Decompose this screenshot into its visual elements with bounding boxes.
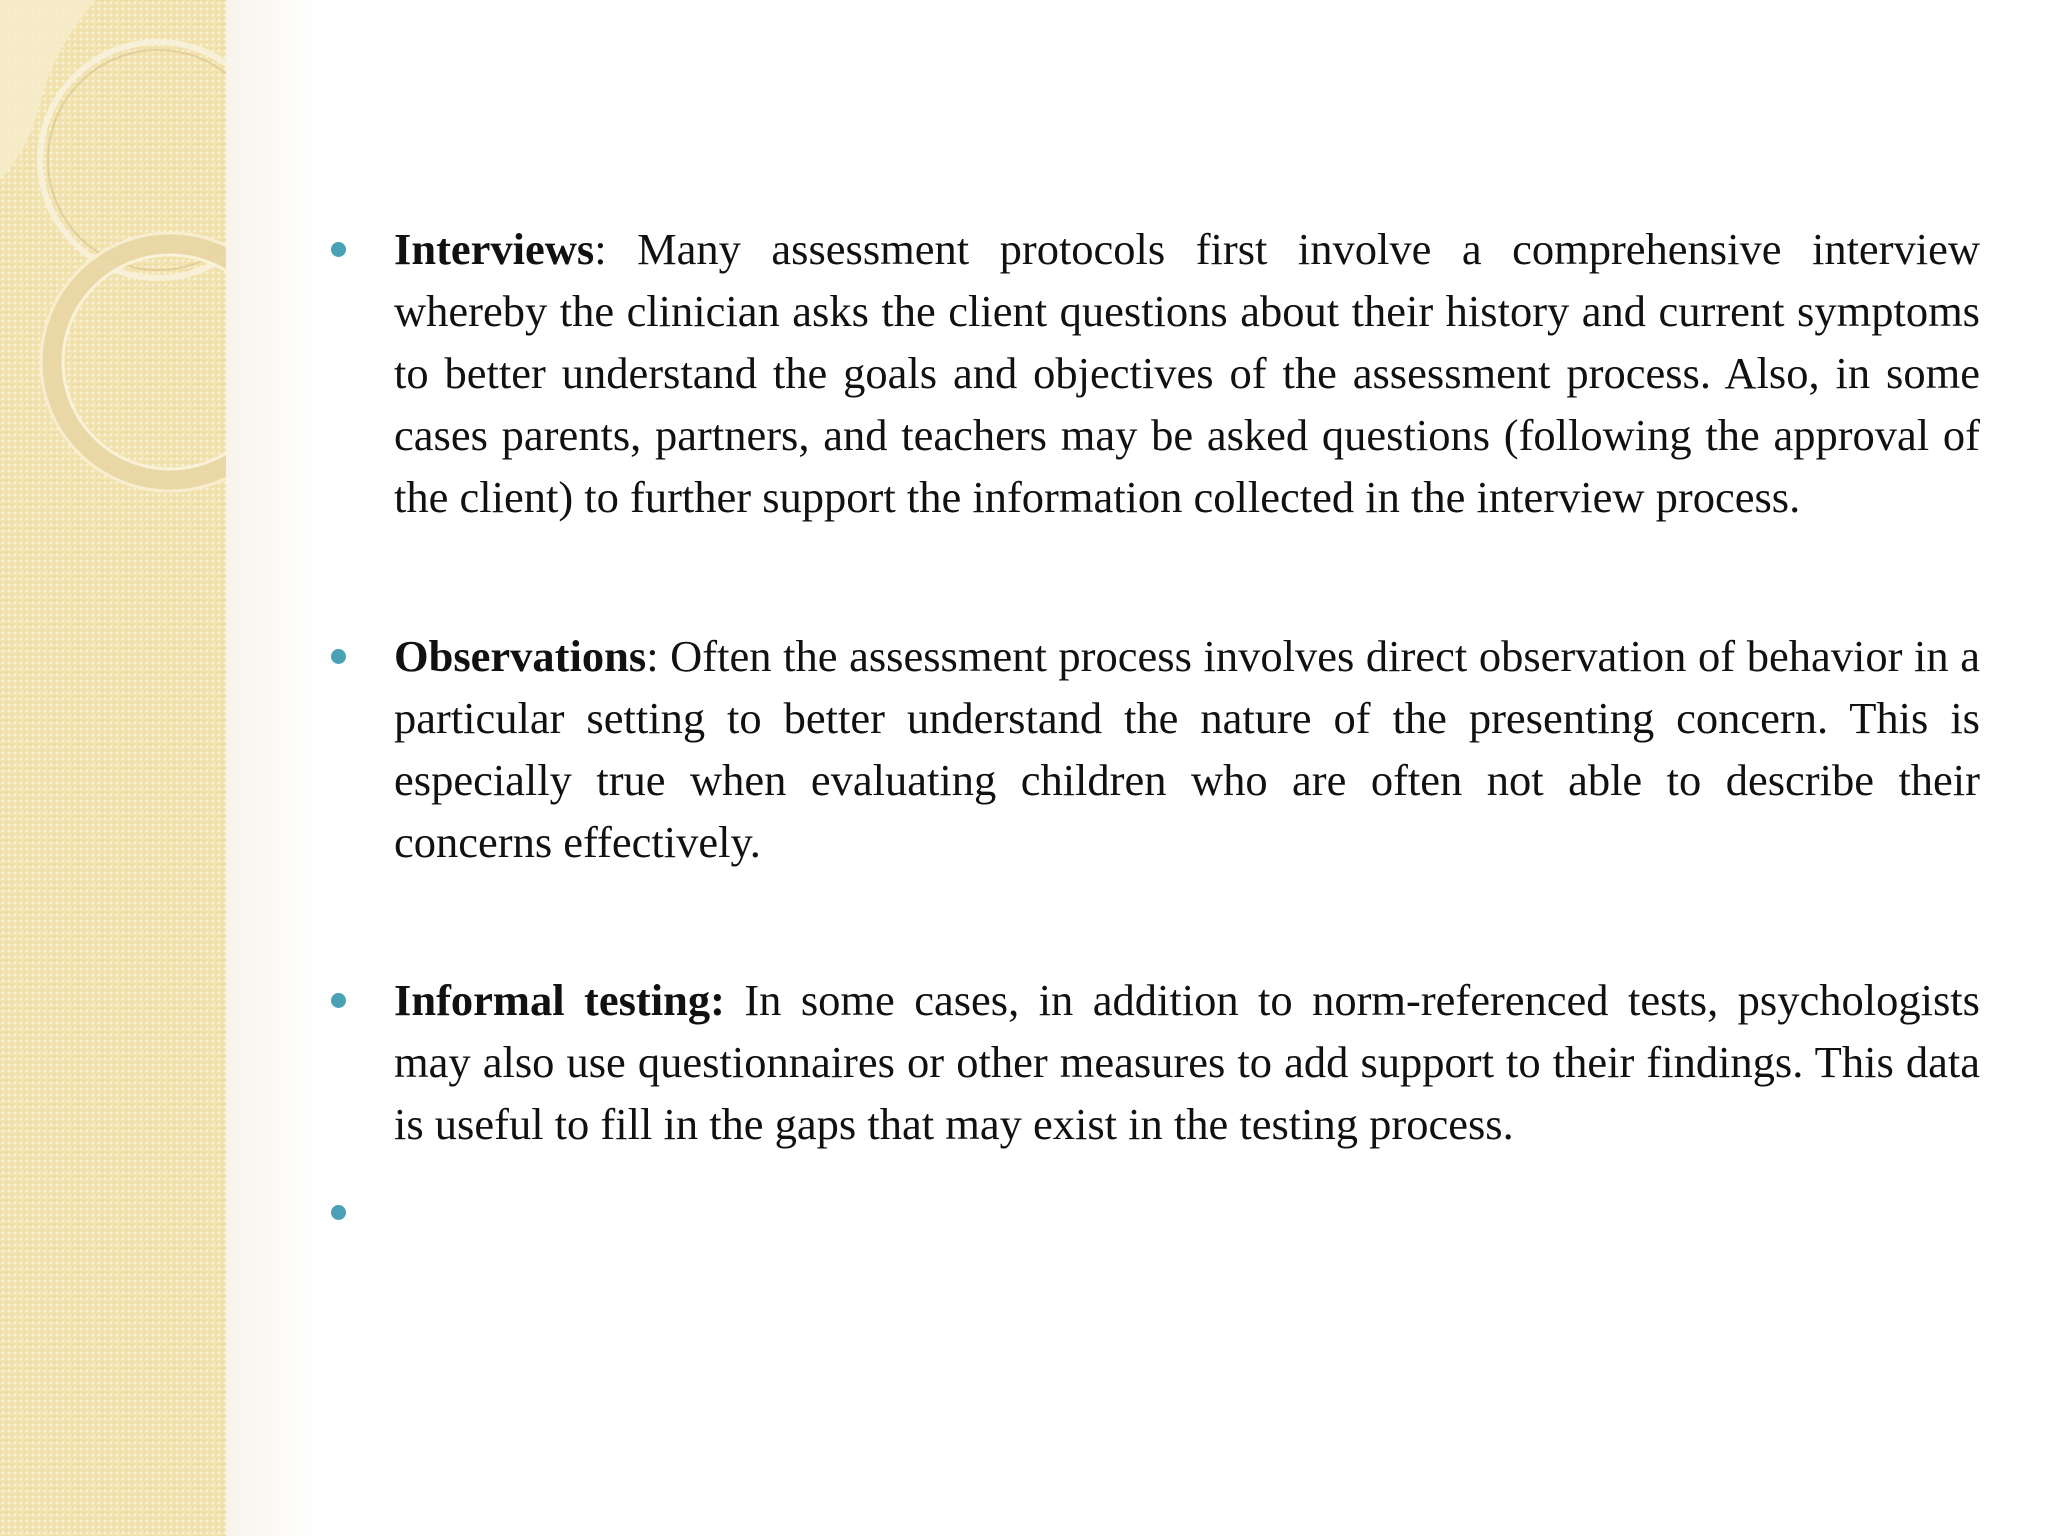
side-panel-shadow [226,0,318,1536]
bullet-list [328,218,1980,1243]
bullet-dot [331,1205,346,1220]
bullet-dot [331,649,346,664]
list-item-observations [328,625,1980,873]
list-item-interviews [328,218,1980,528]
item-separator: : [646,631,659,681]
list-item-informal-testing [328,969,1980,1155]
bullet-dot [331,993,346,1008]
item-heading: Interviews [394,224,595,274]
item-separator: : [594,224,607,274]
item-text: Often the assessment process involves direct observation of behavior in a particular setting to better understand the nature of the presenting concern. This is especially true when evaluating children who are often not able to describe their concerns effectively. [394,631,1980,867]
bullet-dot [331,242,346,257]
item-text: Many assessment protocols first involve a comprehensive interview whereby the clinician asks the client questions about their history and current symptoms to better understand the goals and objectives of the assessment process. Also, in some cases parents, partners, and teachers may be asked questions (following the approval of the client) to further support the information collected in the interview process. [394,224,1980,522]
item-heading: Observations [394,631,647,681]
list-item-empty [328,1181,1980,1243]
item-text: In some cases, in addition to norm-referenced tests, psychologists may also use questionnaires or other measures to add support to their findings. This data is useful to fill in the gaps that may exist in the testing process. [394,975,1980,1149]
item-heading: Informal testing: [394,975,725,1025]
decorative-rings-graphic [0,0,226,520]
